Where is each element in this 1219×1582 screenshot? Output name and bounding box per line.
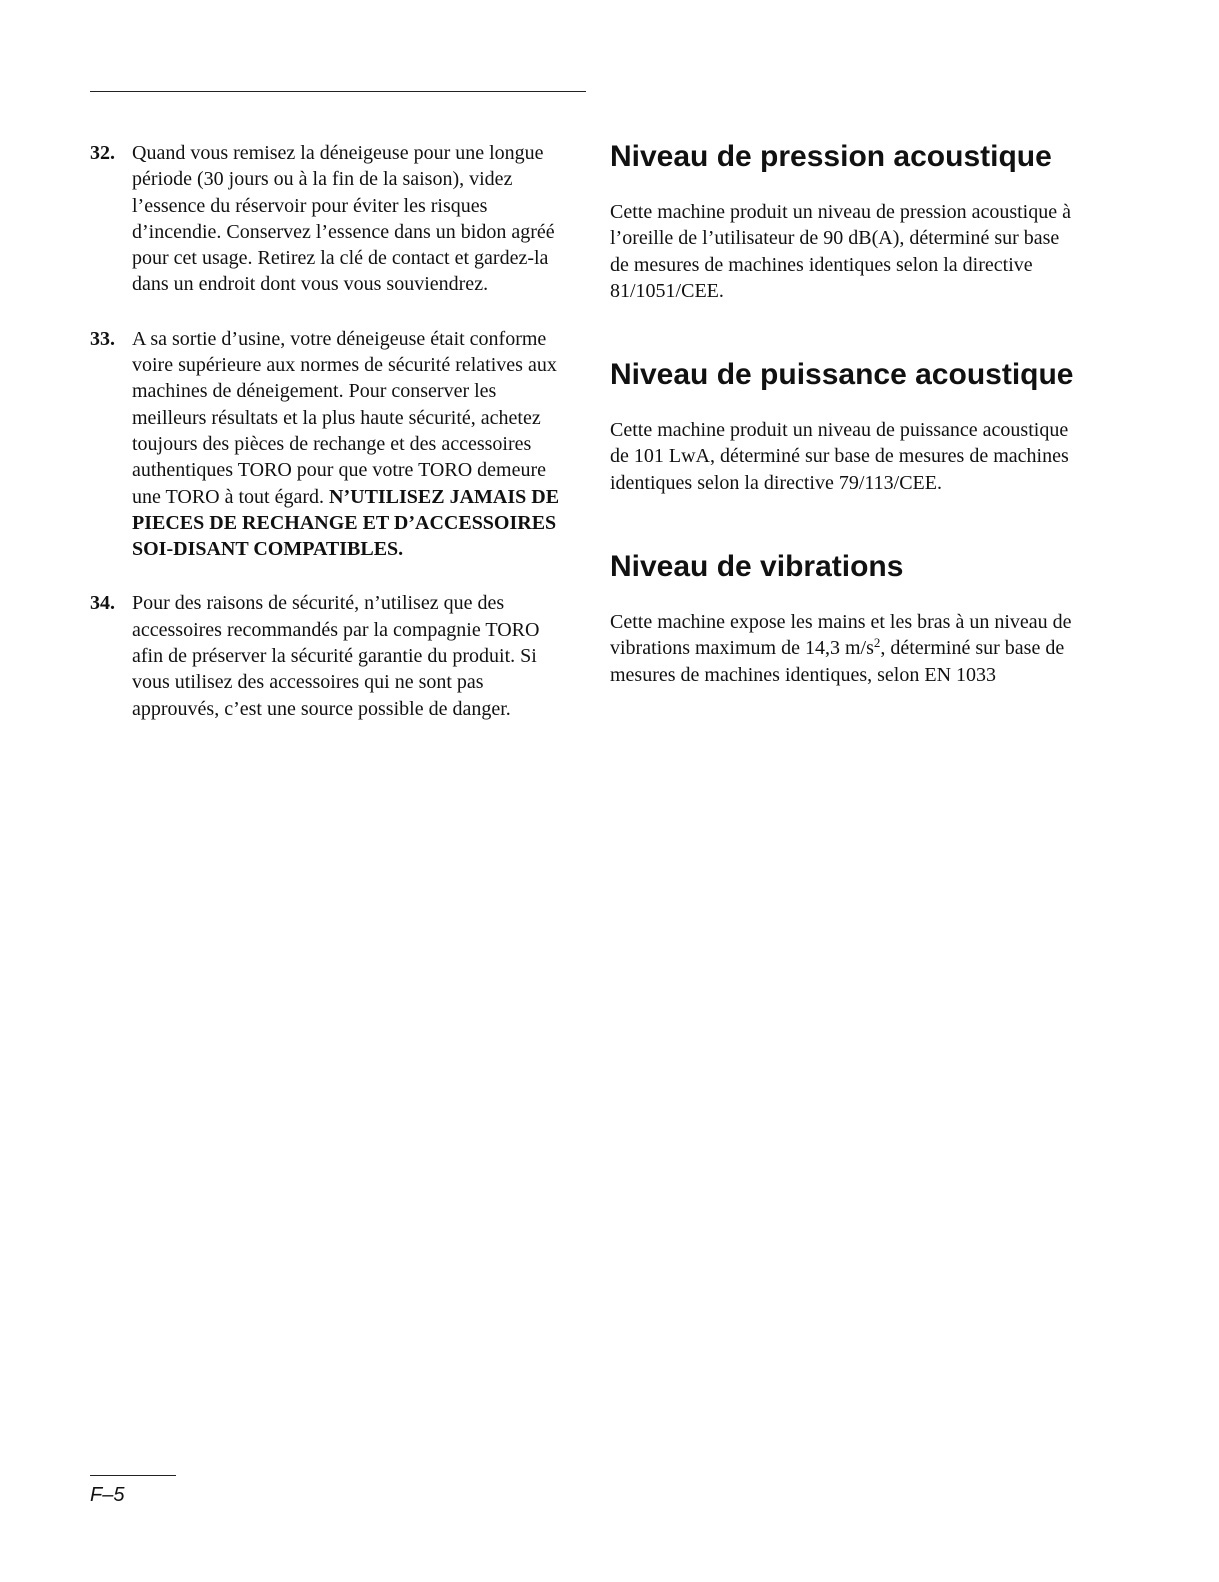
item-number: 34. xyxy=(90,592,115,615)
superscript: 2 xyxy=(873,635,881,651)
footer-divider xyxy=(90,1475,176,1476)
top-divider xyxy=(90,91,586,92)
list-item-33 xyxy=(90,326,570,563)
section-heading: Niveau de pression acoustique xyxy=(610,140,1052,173)
page-number: F–5 xyxy=(90,1484,125,1506)
section-text-part: , déterminé sur base de mesures de machines identiques, selon EN 1033 xyxy=(610,637,1065,686)
section-heading: Niveau de vibrations xyxy=(610,550,904,584)
section-sound-power xyxy=(610,354,1080,496)
section-vibration xyxy=(610,546,1080,688)
item-text: A sa sortie d’usine, votre déneigeuse était conforme voire supérieure aux normes de sécurité relatives aux machines de déneigement. Pour conserver les meilleurs résultats et la plus haute sécurité, achetez toujours des pièces de rechange et des accessoires authentiques TORO pour que votre TORO demeure une TORO à tout égard. xyxy=(132,327,557,508)
section-text: Cette machine produit un niveau de pression acoustique à l’oreille de l’utilisateur de 90 dB(A), déterminé sur base de mesures de machines identiques selon la directive 81/1051/CEE. xyxy=(610,201,1071,302)
right-column xyxy=(610,136,1080,688)
list-item-34 xyxy=(90,590,570,721)
section-text-part: Cette machine expose les mains et les bras à un niveau de vibrations maximum de 14,3 m/s xyxy=(610,611,1072,660)
section-text: Cette machine produit un niveau de puissance acoustique de 101 LwA, déterminé sur base de mesures de machines identiques selon la directive 79/113/CEE. xyxy=(610,419,1069,494)
item-warning-text: N’UTILISEZ JAMAIS DE PIECES DE RECHANGE ET D’ACCESSOIRES SOI-DISANT COMPATIBLES. xyxy=(132,485,560,561)
item-number: 33. xyxy=(90,327,115,350)
list-item-32 xyxy=(90,140,570,298)
section-text xyxy=(610,609,1080,688)
left-column xyxy=(90,140,570,722)
section-heading: Niveau de puissance acoustique xyxy=(610,358,1074,392)
item-text: Quand vous remisez la déneigeuse pour une longue période (30 jours ou à la fin de la saison), videz l’essence du réservoir pour éviter les risques d’incendie. Conservez l’essence dans un bidon agréé pour cet usage. Retirez la clé de contact et gardez-la dans un endroit dont vous vous souviendrez. xyxy=(132,142,555,296)
item-text: Pour des raisons de sécurité, n’utilisez que des accessoires recommandés par la compagnie TORO afin de préserver la sécurité garantie du produit. Si vous utilisez des accessoires qui ne sont pas approuvés, c’est une source possible de danger. xyxy=(132,592,540,720)
item-number: 32. xyxy=(90,142,115,164)
section-sound-pressure xyxy=(610,136,1080,304)
